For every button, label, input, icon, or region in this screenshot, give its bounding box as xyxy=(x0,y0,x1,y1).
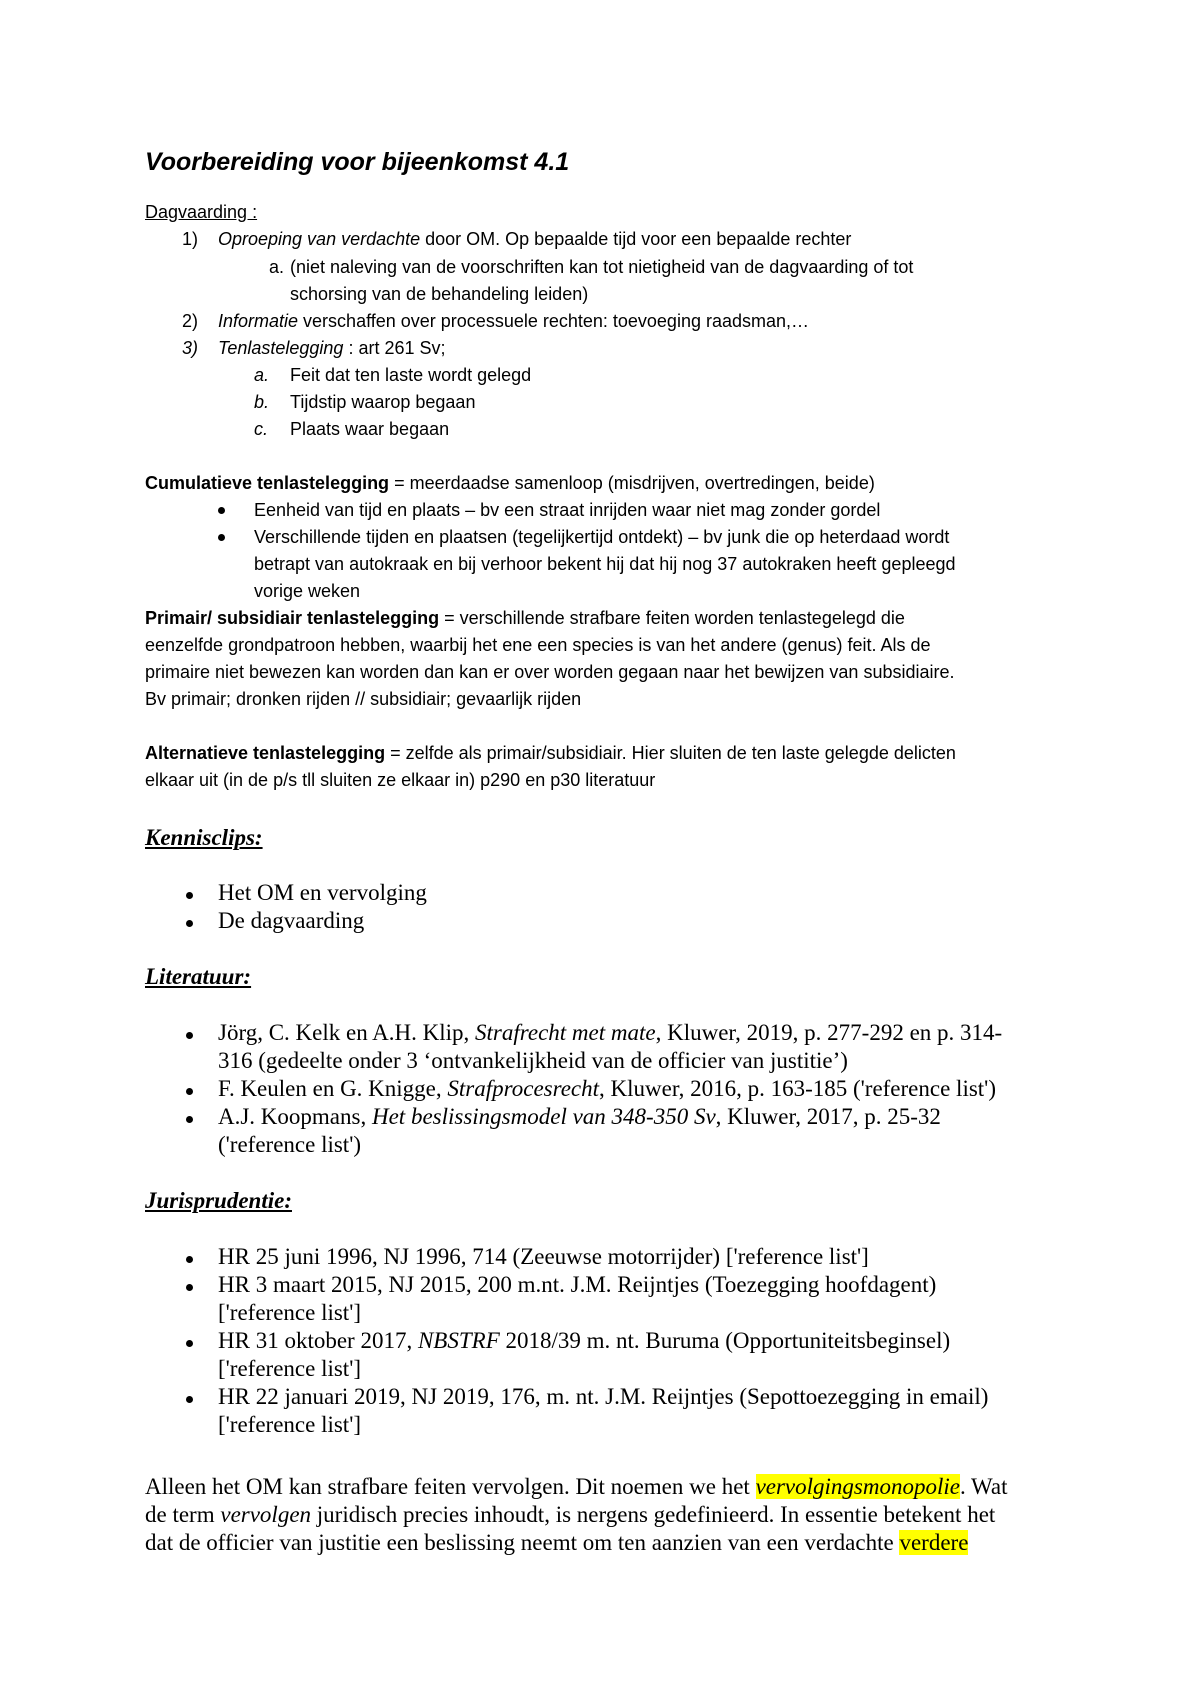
paragraph-line xyxy=(145,1530,968,1556)
list-item xyxy=(218,311,809,332)
bullet-icon xyxy=(186,1032,193,1039)
literatuur-heading: Literatuur: xyxy=(145,964,252,989)
book-title: Strafprocesrecht xyxy=(447,1076,600,1101)
list-item-text: ['reference list'] xyxy=(218,1300,361,1325)
list-item-text: vorige weken xyxy=(254,581,361,601)
paragraph-line: eenzelfde grondpatroon hebben, waarbij het ene een species is van het andere (genus) feit. Als de xyxy=(145,635,931,655)
list-item-text: HR 3 maart 2015, NJ 2015, 200 m.nt. J.M. Reijntjes (Toezegging hoofdagent) xyxy=(218,1272,937,1297)
paragraph-line xyxy=(145,473,875,494)
list-item-text: , Kluwer, 2017, p. 25-32 xyxy=(715,1104,941,1129)
list-item xyxy=(218,1076,996,1102)
list-number: 1) xyxy=(182,229,199,249)
list-item-text: (niet naleving van de voorschriften kan tot nietigheid van de dagvaarding of tot xyxy=(290,257,914,277)
paragraph-line xyxy=(145,1474,1008,1500)
paragraph-line: primaire niet bewezen kan worden dan kan er over worden gegaan naar het bewijzen van subsidiaire. xyxy=(145,662,955,682)
list-item-text: HR 31 oktober 2017, xyxy=(218,1328,418,1353)
list-item xyxy=(218,1328,950,1354)
bullet-icon xyxy=(186,1396,193,1403)
bullet-icon xyxy=(186,1284,193,1291)
list-letter: a. xyxy=(269,257,285,277)
paragraph-line xyxy=(145,1502,995,1528)
bullet-icon xyxy=(186,920,193,927)
list-item-text: ('reference list') xyxy=(218,1132,361,1157)
paragraph-text: dat de officier van justitie een beslissing neemt om ten aanzien van een verdachte xyxy=(145,1530,900,1555)
list-item-italic: Tenlastelegging xyxy=(218,338,344,358)
list-item-text: Tijdstip waarop begaan xyxy=(290,392,476,412)
list-item-text: , Kluwer, 2019, p. 277-292 en p. 314- xyxy=(655,1020,1003,1045)
list-item-text: De dagvaarding xyxy=(218,908,365,933)
paragraph-text: Alleen het OM kan strafbare feiten vervolgen. Dit noemen we het xyxy=(145,1474,756,1499)
paragraph-line xyxy=(145,608,905,629)
list-letter: c. xyxy=(254,419,269,439)
document-title: Voorbereiding voor bijeenkomst 4.1 xyxy=(145,148,570,176)
paragraph-text: = verschillende strafbare feiten worden tenlastegelegd die xyxy=(439,608,905,628)
paragraph-line: Bv primair; dronken rijden // subsidiair; gevaarlijk rijden xyxy=(145,689,582,709)
paragraph-text: . Wat xyxy=(959,1474,1008,1499)
list-item-text: Het OM en vervolging xyxy=(218,880,427,905)
dagvaarding-heading: Dagvaarding : xyxy=(145,202,258,222)
list-letter: b. xyxy=(254,392,270,412)
bullet-icon xyxy=(218,534,225,541)
list-item-text: Feit dat ten laste wordt gelegd xyxy=(290,365,532,385)
list-item-text: : art 261 Sv; xyxy=(343,338,446,358)
bullet-icon xyxy=(186,1340,193,1347)
list-item-text: 2018/39 m. nt. Buruma (Opportuniteitsbeginsel) xyxy=(499,1328,951,1353)
bullet-icon xyxy=(186,892,193,899)
list-item-text: Verschillende tijden en plaatsen (tegelijkertijd ontdekt) – bv junk die op heterdaad wordt xyxy=(254,527,950,547)
paragraph-text: = zelfde als primair/subsidiair. Hier sluiten de ten laste gelegde delicten xyxy=(385,743,956,763)
list-item-text: ['reference list'] xyxy=(218,1412,361,1437)
jurisprudentie-heading: Jurisprudentie: xyxy=(145,1188,292,1213)
list-number: 3) xyxy=(182,338,199,358)
list-item xyxy=(218,1104,941,1130)
list-item-text: , Kluwer, 2016, p. 163-185 ('reference list') xyxy=(599,1076,996,1101)
bullet-icon xyxy=(218,507,225,514)
list-item-italic: Oproeping van verdachte xyxy=(218,229,421,249)
term-bold: Alternatieve tenlastelegging xyxy=(145,743,386,763)
list-item xyxy=(218,338,446,359)
list-item-text: HR 22 januari 2019, NJ 2019, 176, m. nt. J.M. Reijntjes (Sepottoezegging in email) xyxy=(218,1384,989,1409)
list-item-text: betrapt van autokraak en bij verhoor bekent hij dat hij nog 37 autokraken heeft gepleegd xyxy=(254,554,956,574)
kennisclips-heading: Kennisclips: xyxy=(145,825,263,850)
paragraph-text: de term xyxy=(145,1502,221,1527)
list-item-text: schorsing van de behandeling leiden) xyxy=(290,284,589,304)
list-item-italic: Informatie xyxy=(218,311,299,331)
list-item-text: 316 (gedeelte onder 3 ‘ontvankelijkheid van de officier van justitie’) xyxy=(218,1048,848,1073)
list-letter: a. xyxy=(254,365,270,385)
journal-name: NBSTRF xyxy=(417,1328,500,1353)
list-item-text: HR 25 juni 1996, NJ 1996, 714 (Zeeuwse motorrijder) ['reference list'] xyxy=(218,1244,869,1269)
list-item-text: ['reference list'] xyxy=(218,1356,361,1381)
list-item-text: F. Keulen en G. Knigge, xyxy=(218,1076,448,1101)
bullet-icon xyxy=(186,1088,193,1095)
list-item xyxy=(218,229,851,250)
term-bold: Cumulatieve tenlastelegging xyxy=(145,473,390,493)
paragraph-text: juridisch precies inhoudt, is nergens gedefinieerd. In essentie betekent het xyxy=(311,1502,996,1527)
list-number: 2) xyxy=(182,311,199,331)
list-item-text: Plaats waar begaan xyxy=(290,419,450,439)
list-item-text: Jörg, C. Kelk en A.H. Klip, xyxy=(218,1020,476,1045)
book-title: Strafrecht met mate xyxy=(475,1020,656,1045)
bullet-icon xyxy=(186,1256,193,1263)
list-item-text: door OM. Op bepaalde tijd voor een bepaalde rechter xyxy=(420,229,852,249)
highlighted-term: verdere xyxy=(899,1530,969,1555)
book-title: Het beslissingsmodel van 348-350 Sv xyxy=(371,1104,716,1129)
paragraph-text: = meerdaadse samenloop (misdrijven, overtredingen, beide) xyxy=(389,473,875,493)
list-item-text: Eenheid van tijd en plaats – bv een straat inrijden waar niet mag zonder gordel xyxy=(254,500,881,520)
paragraph-line xyxy=(145,743,956,764)
list-item xyxy=(218,1020,1002,1046)
paragraph-line: elkaar uit (in de p/s tll sluiten ze elkaar in) p290 en p30 literatuur xyxy=(145,770,656,790)
list-item-text: A.J. Koopmans, xyxy=(218,1104,372,1129)
bullet-icon xyxy=(186,1116,193,1123)
italic-term: vervolgen xyxy=(220,1502,312,1527)
list-item-text: verschaffen over processuele rechten: toevoeging raadsman,… xyxy=(298,311,810,331)
term-bold: Primair/ subsidiair tenlastelegging xyxy=(145,608,440,628)
highlighted-term: vervolgingsmonopolie xyxy=(755,1474,960,1499)
